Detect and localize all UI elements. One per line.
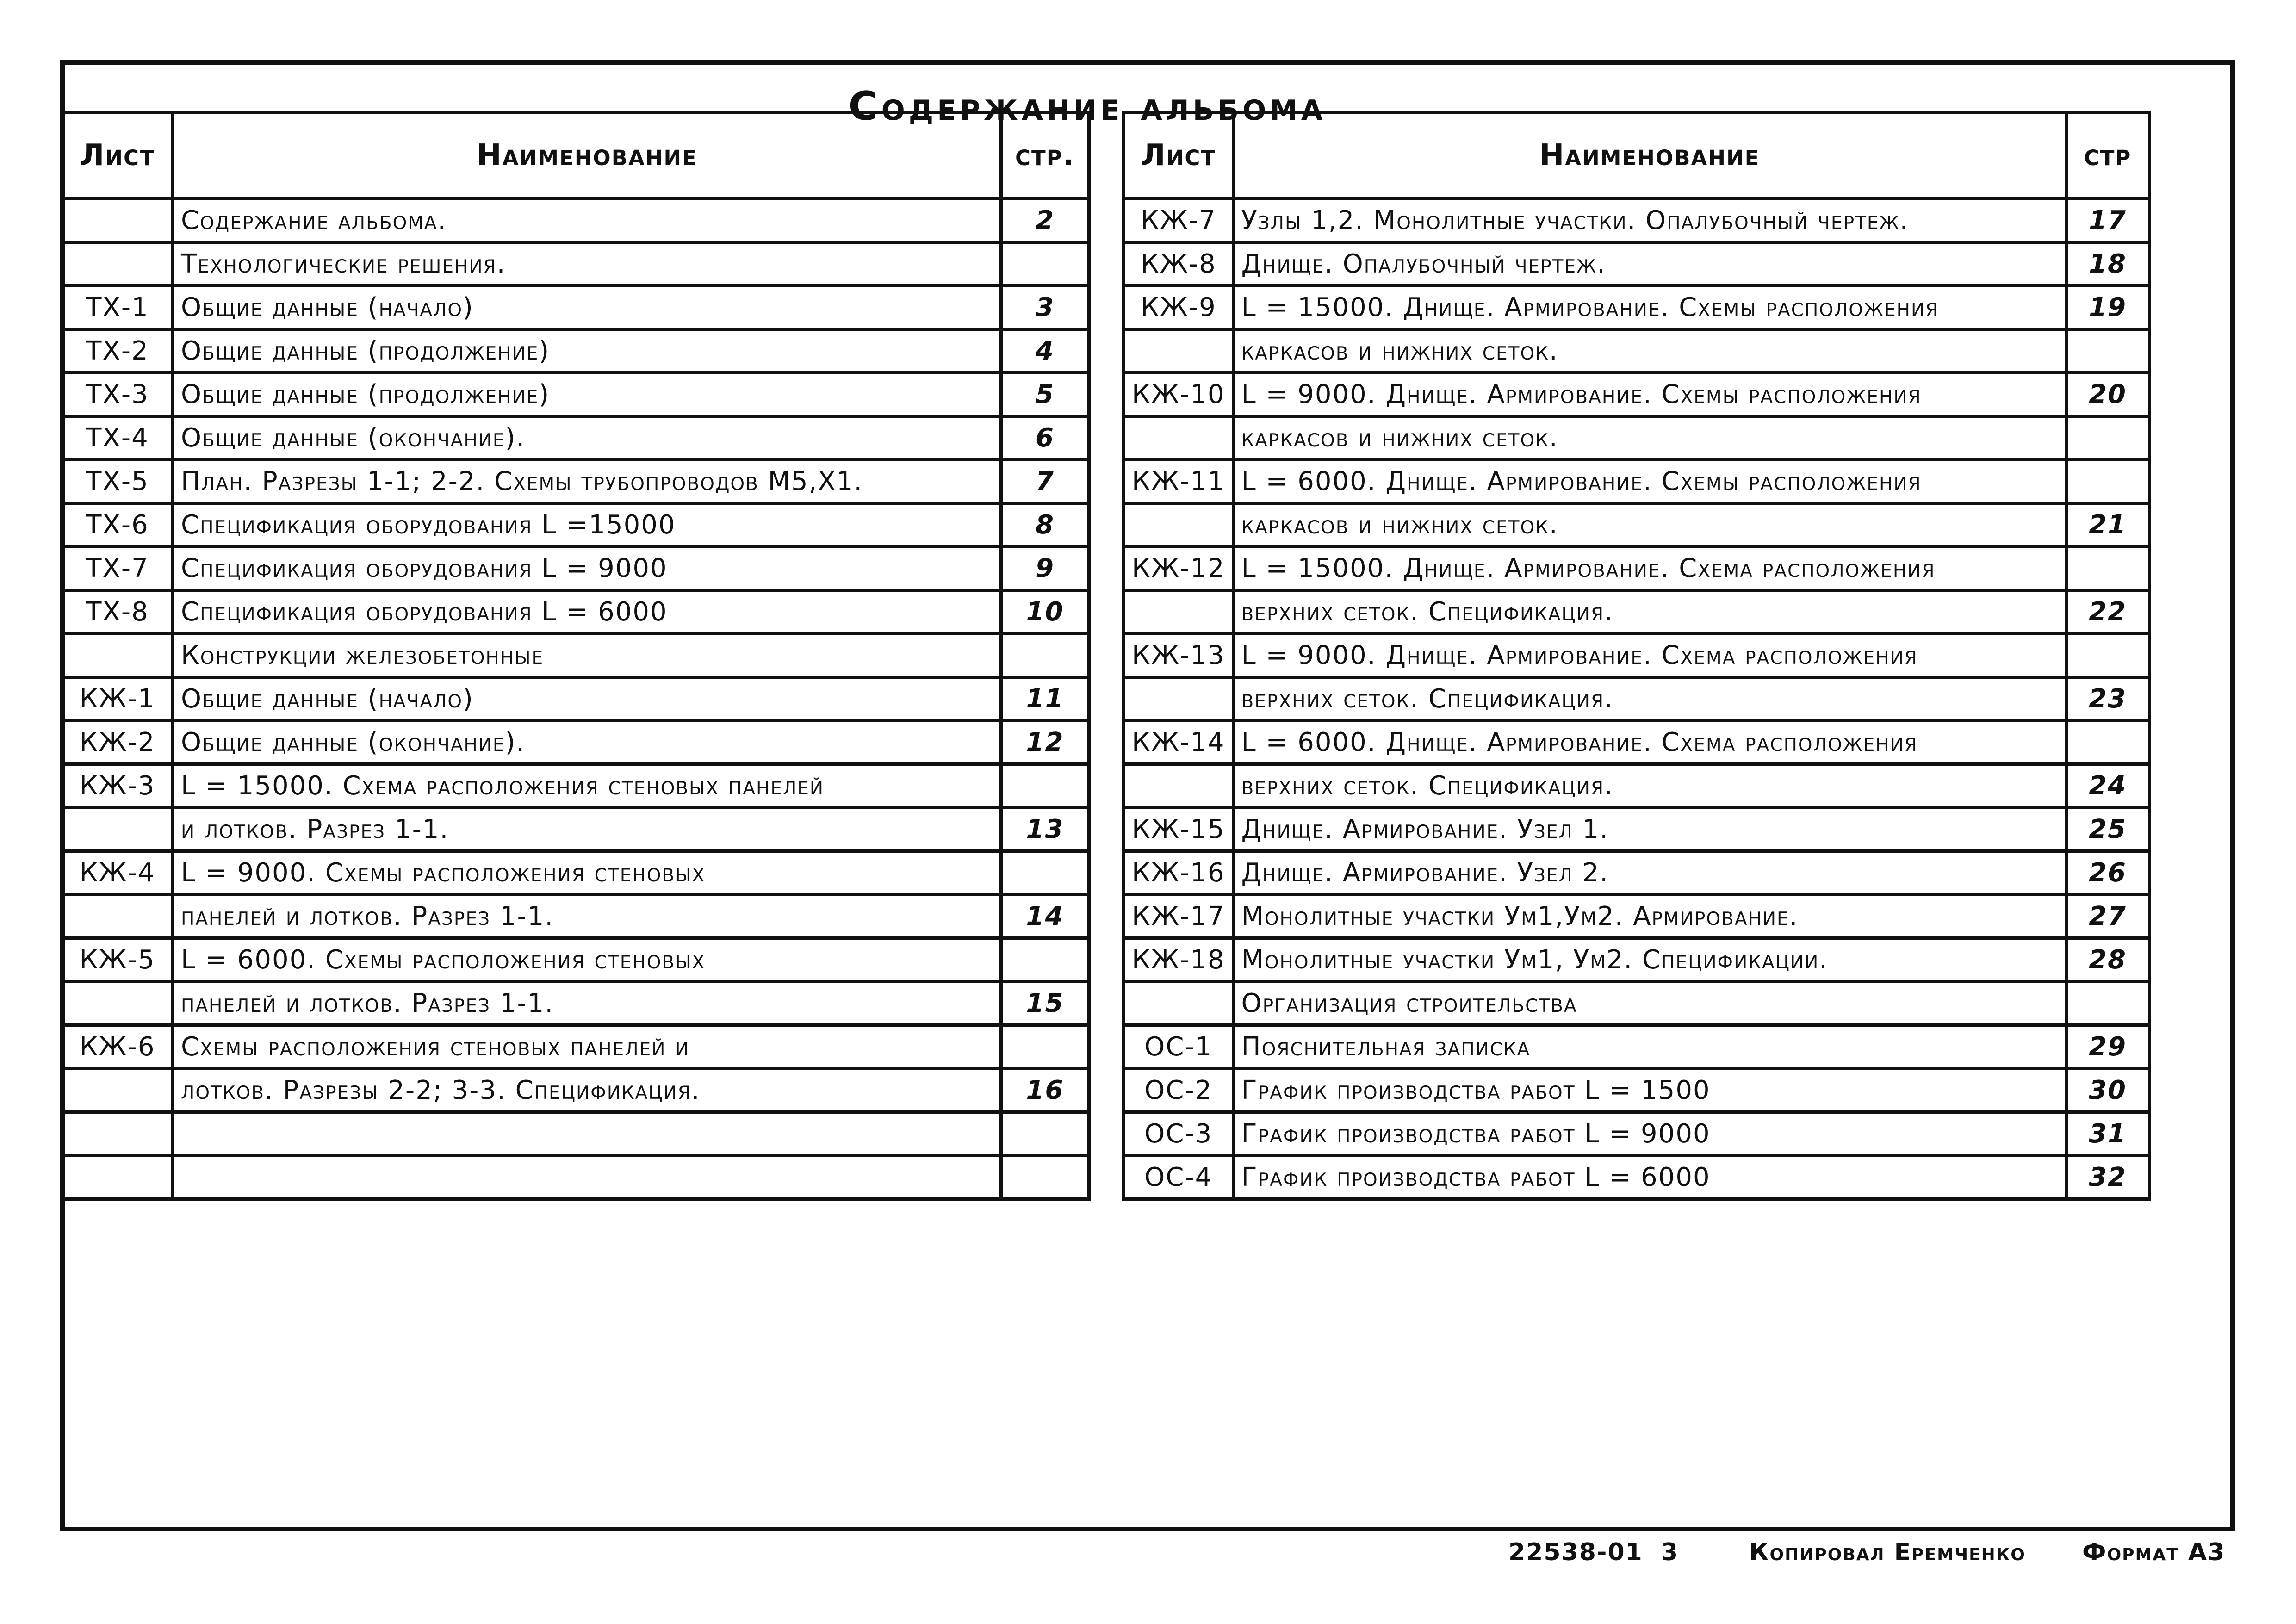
table-row: [1124, 982, 2150, 1025]
cell-page: 5: [1001, 373, 1089, 416]
cell-page: 9: [1001, 547, 1089, 590]
cell-name: Общие данные (продолжение): [173, 329, 1001, 373]
cell-name: лотков. Разрезы 2-2; 3-3. Спецификация.: [173, 1069, 1001, 1112]
cell-name: верхних сеток. Спецификация.: [1233, 764, 2066, 808]
cell-sheet: КЖ-15: [1124, 808, 1234, 851]
table-row: [1124, 764, 2150, 808]
table-row: [1124, 329, 2150, 373]
column-header-page: стр.: [1001, 113, 1089, 199]
cell-page: [2066, 547, 2149, 590]
table-row: [62, 547, 1089, 590]
table-row: [1124, 808, 2150, 851]
cell-name: Днище. Опалубочный чертеж.: [1233, 242, 2066, 286]
cell-sheet: ТХ-3: [62, 373, 173, 416]
cell-name: Спецификация оборудования L = 6000: [173, 590, 1001, 634]
cell-page: [1001, 1156, 1089, 1199]
table-row: [62, 199, 1089, 242]
cell-name: Организация строительства: [1233, 982, 2066, 1025]
cell-name: Содержание альбома.: [173, 199, 1001, 242]
cell-name: Узлы 1,2. Монолитные участки. Опалубочный чертеж.: [1233, 199, 2066, 242]
cell-name: График производства работ L = 6000: [1233, 1156, 2066, 1199]
table-body-left: [62, 199, 1089, 1199]
cell-sheet: ОС-2: [1124, 1069, 1234, 1112]
cell-page: 19: [2066, 286, 2149, 329]
cell-name: панелей и лотков. Разрез 1-1.: [173, 895, 1001, 938]
paper-format: Формат А3: [2082, 1538, 2226, 1566]
cell-sheet: [62, 634, 173, 677]
cell-page: [1001, 938, 1089, 982]
contents-table-right: [1122, 111, 2151, 1201]
cell-name: Днище. Армирование. Узел 1.: [1233, 808, 2066, 851]
cell-name: каркасов и нижних сеток.: [1233, 416, 2066, 460]
cell-name: График производства работ L = 9000: [1233, 1112, 2066, 1156]
table-row: [62, 242, 1089, 286]
cell-page: 13: [1001, 808, 1089, 851]
cell-sheet: [1124, 982, 1234, 1025]
table-row: [62, 1025, 1089, 1069]
table-row: [62, 764, 1089, 808]
cell-sheet: ТХ-4: [62, 416, 173, 460]
cell-name: L = 6000. Схемы расположения стеновых: [173, 938, 1001, 982]
cell-name: Общие данные (продолжение): [173, 373, 1001, 416]
cell-page: 23: [2066, 677, 2149, 721]
cell-name: План. Разрезы 1-1; 2-2. Схемы трубопроводов М5,Х1.: [173, 460, 1001, 503]
cell-sheet: КЖ-6: [62, 1025, 173, 1069]
cell-page: 10: [1001, 590, 1089, 634]
cell-name: L = 6000. Днище. Армирование. Схема расположения: [1233, 721, 2066, 764]
table-row: [1124, 503, 2150, 547]
table-row: [1124, 851, 2150, 895]
cell-page: 24: [2066, 764, 2149, 808]
cell-page: 14: [1001, 895, 1089, 938]
table-row: [1124, 677, 2150, 721]
cell-sheet: [62, 895, 173, 938]
cell-page: 29: [2066, 1025, 2149, 1069]
cell-page: [2066, 416, 2149, 460]
table-row: [1124, 199, 2150, 242]
cell-sheet: ТХ-8: [62, 590, 173, 634]
cell-name: Технологические решения.: [173, 242, 1001, 286]
cell-sheet: КЖ-16: [1124, 851, 1234, 895]
table-row: [62, 721, 1089, 764]
document-number: 22538-01: [1508, 1538, 1643, 1566]
cell-page: [2066, 460, 2149, 503]
table-body-right: [1124, 199, 2150, 1199]
table-row: [62, 1112, 1089, 1156]
cell-page: 26: [2066, 851, 2149, 895]
cell-name: Спецификация оборудования L = 9000: [173, 547, 1001, 590]
table-row: [1124, 1025, 2150, 1069]
cell-page: [1001, 1025, 1089, 1069]
table-row: [62, 634, 1089, 677]
cell-sheet: КЖ-5: [62, 938, 173, 982]
table-row: [1124, 721, 2150, 764]
column-header-name: Наименование: [1233, 113, 2066, 199]
cell-name: Монолитные участки Ум1,Ум2. Армирование.: [1233, 895, 2066, 938]
cell-page: 32: [2066, 1156, 2149, 1199]
cell-name: Днище. Армирование. Узел 2.: [1233, 851, 2066, 895]
cell-page: 30: [2066, 1069, 2149, 1112]
cell-sheet: КЖ-8: [1124, 242, 1234, 286]
cell-name: Общие данные (начало): [173, 677, 1001, 721]
cell-name: панелей и лотков. Разрез 1-1.: [173, 982, 1001, 1025]
cell-page: [2066, 721, 2149, 764]
cell-sheet: КЖ-14: [1124, 721, 1234, 764]
cell-page: 28: [2066, 938, 2149, 982]
cell-name: L = 9000. Схемы расположения стеновых: [173, 851, 1001, 895]
table-row: [1124, 1112, 2150, 1156]
cell-name: Конструкции железобетонные: [173, 634, 1001, 677]
table-row: [62, 808, 1089, 851]
table-row: [1124, 373, 2150, 416]
table-row: [62, 851, 1089, 895]
table-row: [62, 416, 1089, 460]
cell-name: Общие данные (окончание).: [173, 721, 1001, 764]
cell-sheet: ОС-3: [1124, 1112, 1234, 1156]
table-row: [62, 677, 1089, 721]
table-row: [1124, 286, 2150, 329]
cell-page: 15: [1001, 982, 1089, 1025]
cell-sheet: КЖ-13: [1124, 634, 1234, 677]
cell-name: L = 15000. Днище. Армирование. Схема расположения: [1233, 547, 2066, 590]
cell-page: [1001, 242, 1089, 286]
cell-sheet: [1124, 416, 1234, 460]
cell-page: 20: [2066, 373, 2149, 416]
column-header-sheet: Лист: [1124, 113, 1234, 199]
cell-name: L = 15000. Днище. Армирование. Схемы расположения: [1233, 286, 2066, 329]
cell-name: верхних сеток. Спецификация.: [1233, 590, 2066, 634]
table-row: [1124, 1069, 2150, 1112]
cell-page: 4: [1001, 329, 1089, 373]
cell-sheet: [1124, 590, 1234, 634]
cell-name: каркасов и нижних сеток.: [1233, 503, 2066, 547]
table-row: [62, 895, 1089, 938]
table-header-row: [1124, 113, 2150, 199]
table-row: [1124, 416, 2150, 460]
cell-page: 2: [1001, 199, 1089, 242]
table-row: [62, 503, 1089, 547]
cell-page: [1001, 1112, 1089, 1156]
cell-name: L = 6000. Днище. Армирование. Схемы расположения: [1233, 460, 2066, 503]
table-row: [62, 286, 1089, 329]
cell-name: Пояснительная записка: [1233, 1025, 2066, 1069]
cell-name: верхних сеток. Спецификация.: [1233, 677, 2066, 721]
cell-page: 21: [2066, 503, 2149, 547]
cell-page: 17: [2066, 199, 2149, 242]
cell-sheet: КЖ-11: [1124, 460, 1234, 503]
column-header-sheet: Лист: [62, 113, 173, 199]
cell-page: [1001, 851, 1089, 895]
cell-page: 7: [1001, 460, 1089, 503]
cell-page: 27: [2066, 895, 2149, 938]
cell-page: 22: [2066, 590, 2149, 634]
cell-sheet: КЖ-9: [1124, 286, 1234, 329]
cell-name: L = 15000. Схема расположения стеновых панелей: [173, 764, 1001, 808]
cell-sheet: [1124, 677, 1234, 721]
cell-sheet: КЖ-17: [1124, 895, 1234, 938]
cell-page: 31: [2066, 1112, 2149, 1156]
cell-sheet: КЖ-1: [62, 677, 173, 721]
table-row: [1124, 460, 2150, 503]
column-header-name: Наименование: [173, 113, 1001, 199]
cell-name: Монолитные участки Ум1, Ум2. Спецификации.: [1233, 938, 2066, 982]
table-row: [62, 1069, 1089, 1112]
cell-page: [1001, 764, 1089, 808]
cell-sheet: ТХ-1: [62, 286, 173, 329]
cell-sheet: КЖ-12: [1124, 547, 1234, 590]
table-row: [62, 373, 1089, 416]
table-row: [62, 938, 1089, 982]
contents-table-left: [60, 111, 1091, 1201]
cell-page: 8: [1001, 503, 1089, 547]
cell-sheet: [62, 242, 173, 286]
cell-sheet: [62, 1112, 173, 1156]
cell-sheet: ТХ-6: [62, 503, 173, 547]
cell-name: и лотков. Разрез 1-1.: [173, 808, 1001, 851]
cell-name: Общие данные (окончание).: [173, 416, 1001, 460]
cell-sheet: ТХ-2: [62, 329, 173, 373]
cell-sheet: [62, 1069, 173, 1112]
cell-page: 12: [1001, 721, 1089, 764]
table-row: [1124, 938, 2150, 982]
cell-page: 3: [1001, 286, 1089, 329]
table-row: [62, 982, 1089, 1025]
cell-sheet: ТХ-5: [62, 460, 173, 503]
cell-sheet: ОС-1: [1124, 1025, 1234, 1069]
cell-page: 16: [1001, 1069, 1089, 1112]
cell-name: L = 9000. Днище. Армирование. Схема расположения: [1233, 634, 2066, 677]
cell-sheet: ТХ-7: [62, 547, 173, 590]
table-row: [62, 329, 1089, 373]
table-row: [1124, 634, 2150, 677]
cell-name: Общие данные (начало): [173, 286, 1001, 329]
cell-sheet: КЖ-4: [62, 851, 173, 895]
cell-page: [1001, 634, 1089, 677]
cell-sheet: КЖ-18: [1124, 938, 1234, 982]
cell-page: [2066, 329, 2149, 373]
cell-name: L = 9000. Днище. Армирование. Схемы расположения: [1233, 373, 2066, 416]
cell-sheet: [62, 1156, 173, 1199]
cell-sheet: КЖ-10: [1124, 373, 1234, 416]
table-row: [62, 460, 1089, 503]
cell-page: 11: [1001, 677, 1089, 721]
table-row: [1124, 1156, 2150, 1199]
table-row: [1124, 242, 2150, 286]
table-row: [1124, 895, 2150, 938]
cell-sheet: КЖ-7: [1124, 199, 1234, 242]
cell-page: 25: [2066, 808, 2149, 851]
cell-sheet: [1124, 329, 1234, 373]
column-header-page: стр: [2066, 113, 2149, 199]
cell-name: [173, 1156, 1001, 1199]
cell-sheet: [1124, 764, 1234, 808]
table-row: [1124, 547, 2150, 590]
cell-page: [2066, 982, 2149, 1025]
cell-page: 6: [1001, 416, 1089, 460]
cell-sheet: [1124, 503, 1234, 547]
cell-sheet: [62, 199, 173, 242]
copied-by: Копировал Еремченко: [1749, 1538, 2026, 1566]
table-header-row: [62, 113, 1089, 199]
table-row: [1124, 590, 2150, 634]
cell-page: [2066, 634, 2149, 677]
cell-sheet: ОС-4: [1124, 1156, 1234, 1199]
cell-sheet: КЖ-3: [62, 764, 173, 808]
sheet-number: 3: [1661, 1538, 1679, 1566]
cell-sheet: [62, 808, 173, 851]
cell-sheet: КЖ-2: [62, 721, 173, 764]
cell-name: График производства работ L = 1500: [1233, 1069, 2066, 1112]
page-title: Содержание альбома: [848, 83, 1327, 130]
table-row: [62, 1156, 1089, 1199]
cell-sheet: [62, 982, 173, 1025]
cell-name: Схемы расположения стеновых панелей и: [173, 1025, 1001, 1069]
cell-name: [173, 1112, 1001, 1156]
cell-name: Спецификация оборудования L =15000: [173, 503, 1001, 547]
table-row: [62, 590, 1089, 634]
cell-name: каркасов и нижних сеток.: [1233, 329, 2066, 373]
cell-page: 18: [2066, 242, 2149, 286]
